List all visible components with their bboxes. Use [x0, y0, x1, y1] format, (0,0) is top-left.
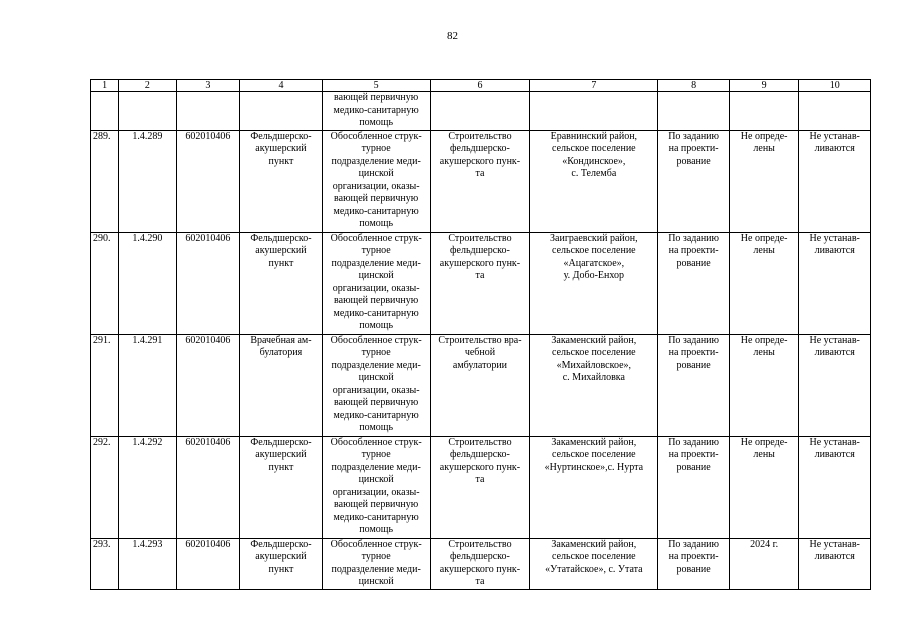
column-header: 1	[91, 80, 119, 92]
cell-text: 602010406	[185, 232, 231, 244]
object-description	[322, 538, 430, 589]
object-location	[530, 436, 658, 538]
table-cell	[729, 92, 799, 131]
cell-text: Строительство фельдшерско- акушерского пунк- та	[439, 232, 521, 281]
cell-text: По заданию на проекти- рование	[668, 538, 719, 575]
cell-text: Обособленное струк- турное подразделение меди- цинской организации, оказы- вающей первичную медико-санитарную помощь	[330, 130, 422, 229]
cell-text: Еравнинский район, сельское поселение «Кондинское», с. Телемба	[550, 130, 638, 179]
column-header: 9	[729, 80, 799, 92]
cell-text: По заданию на проекти- рование	[668, 436, 719, 473]
classifier-code	[176, 334, 239, 436]
table-row	[91, 334, 871, 436]
object-description	[322, 232, 430, 334]
object-description	[322, 334, 430, 436]
column-header: 6	[430, 80, 530, 92]
table-row	[91, 538, 871, 589]
object-characteristics	[658, 334, 730, 436]
cell-text: вающей первичную медико-санитарную помощь	[333, 92, 419, 128]
row-number	[91, 232, 119, 334]
column-header: 5	[322, 80, 430, 92]
cell-text: Обособленное струк- турное подразделение меди- цинской	[330, 538, 422, 587]
cell-text: 289.	[93, 130, 111, 142]
classifier-code	[176, 436, 239, 538]
table-row	[91, 130, 871, 232]
object-code	[119, 334, 176, 436]
cell-text: Фельдшерско- акушерский пункт	[250, 538, 312, 575]
object-location	[530, 130, 658, 232]
cell-text: Строительство фельдшерско- акушерского пунк- та	[439, 130, 521, 179]
cell-text: 602010406	[185, 334, 231, 346]
object-type	[240, 232, 323, 334]
cell-text: Не устанав- ливаются	[809, 436, 860, 460]
cell-text: Фельдшерско- акушерский пункт	[250, 130, 312, 167]
object-deadline	[729, 334, 799, 436]
object-code	[119, 436, 176, 538]
object-location	[530, 538, 658, 589]
object-deadline	[729, 436, 799, 538]
object-zones	[799, 334, 871, 436]
table-cell	[240, 92, 323, 131]
table-cell	[799, 92, 871, 131]
object-purpose	[430, 334, 530, 436]
cell-text: 1.4.289	[132, 130, 163, 142]
object-description	[322, 130, 430, 232]
continuation-row	[91, 92, 871, 131]
cell-text: Фельдшерско- акушерский пункт	[250, 232, 312, 269]
column-header: 7	[530, 80, 658, 92]
object-purpose	[430, 436, 530, 538]
row-number	[91, 334, 119, 436]
cell-text: Не устанав- ливаются	[809, 232, 860, 256]
object-purpose	[430, 538, 530, 589]
cell-text: 293.	[93, 538, 111, 550]
cell-text: 1.4.291	[132, 334, 163, 346]
row-number	[91, 130, 119, 232]
object-zones	[799, 130, 871, 232]
cell-text: Закаменский район, сельское поселение «Утатайское», с. Утата	[545, 538, 643, 575]
cell-text: По заданию на проекти- рование	[668, 334, 719, 371]
table-cell	[658, 92, 730, 131]
object-code	[119, 538, 176, 589]
cell-text: Не устанав- ливаются	[809, 334, 860, 358]
cell-text: Заиграевский район, сельское поселение «Ацагатское», у. Добо-Енхор	[550, 232, 638, 281]
cell-text: Фельдшерско- акушерский пункт	[250, 436, 312, 473]
object-code	[119, 130, 176, 232]
cell-text: 292.	[93, 436, 111, 448]
row-number	[91, 538, 119, 589]
object-characteristics	[658, 232, 730, 334]
page-number: 82	[447, 30, 458, 42]
cell-text: Не опреде- лены	[740, 130, 788, 154]
cell-text: 1.4.293	[132, 538, 163, 550]
classifier-code	[176, 232, 239, 334]
registry-table	[90, 79, 871, 590]
object-characteristics	[658, 538, 730, 589]
table-cell	[91, 92, 119, 131]
object-type	[240, 130, 323, 232]
table-cell	[530, 92, 658, 131]
cell-text: Обособленное струк- турное подразделение меди- цинской организации, оказы- вающей первичную медико-санитарную помощь	[330, 232, 422, 331]
object-deadline	[729, 232, 799, 334]
cell-text: Строительство фельдшерско- акушерского пунк- та	[439, 436, 521, 485]
object-characteristics	[658, 436, 730, 538]
cell-text: Не опреде- лены	[740, 334, 788, 358]
cell-text: 2024 г.	[750, 538, 779, 550]
cell-text: 602010406	[185, 538, 231, 550]
table-row	[91, 232, 871, 334]
object-characteristics	[658, 130, 730, 232]
cell-text: 1.4.292	[132, 436, 163, 448]
row-number	[91, 436, 119, 538]
column-header: 8	[658, 80, 730, 92]
cell-text: 291.	[93, 334, 111, 346]
column-header: 3	[176, 80, 239, 92]
cell-text: Закаменский район, сельское поселение «Нуртинское»,с. Нурта	[544, 436, 644, 473]
cell-text: Врачебная ам- булатория	[250, 334, 312, 358]
cell-text: 602010406	[185, 130, 231, 142]
object-deadline	[729, 130, 799, 232]
cell-text: Обособленное струк- турное подразделение меди- цинской организации, оказы- вающей первичную медико-санитарную помощь	[330, 436, 422, 535]
classifier-code	[176, 130, 239, 232]
cell-text: Строительство вра- чебной амбулатории	[438, 334, 522, 371]
object-location	[530, 232, 658, 334]
object-location	[530, 334, 658, 436]
table-cell	[430, 92, 530, 131]
table-cell	[176, 92, 239, 131]
object-zones	[799, 232, 871, 334]
table-cell	[322, 92, 430, 131]
cell-text: По заданию на проекти- рование	[668, 130, 719, 167]
cell-text: Не устанав- ливаются	[809, 538, 860, 562]
column-number-row	[91, 80, 871, 92]
column-header: 4	[240, 80, 323, 92]
classifier-code	[176, 538, 239, 589]
cell-text: По заданию на проекти- рование	[668, 232, 719, 269]
object-purpose	[430, 232, 530, 334]
object-type	[240, 436, 323, 538]
object-zones	[799, 538, 871, 589]
table-cell	[119, 92, 176, 131]
column-header: 10	[799, 80, 871, 92]
object-description	[322, 436, 430, 538]
object-purpose	[430, 130, 530, 232]
cell-text: Не опреде- лены	[740, 232, 788, 256]
object-type	[240, 334, 323, 436]
object-type	[240, 538, 323, 589]
object-deadline	[729, 538, 799, 589]
table-row	[91, 436, 871, 538]
cell-text: Строительство фельдшерско- акушерского пунк- та	[439, 538, 521, 587]
cell-text: Закаменский район, сельское поселение «Михайловское», с. Михайловка	[551, 334, 637, 383]
cell-text: Обособленное струк- турное подразделение меди- цинской организации, оказы- вающей первичную медико-санитарную помощь	[330, 334, 422, 433]
cell-text: Не опреде- лены	[740, 436, 788, 460]
cell-text: Не устанав- ливаются	[809, 130, 860, 154]
object-code	[119, 232, 176, 334]
cell-text: 290.	[93, 232, 111, 244]
column-header: 2	[119, 80, 176, 92]
cell-text: 602010406	[185, 436, 231, 448]
object-zones	[799, 436, 871, 538]
cell-text: 1.4.290	[132, 232, 163, 244]
